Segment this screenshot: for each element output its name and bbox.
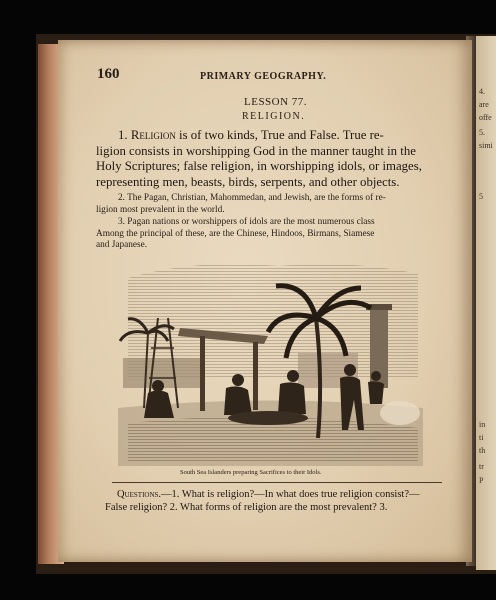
text-line: ligion consists in worshipping God in the manner taught in the <box>96 143 416 158</box>
facing-page-fragment: 5 <box>479 192 483 201</box>
paragraph-2 <box>96 193 439 216</box>
facing-page-fragment: in <box>479 420 486 429</box>
question-line: —1. What is religion?—In what does true religion consist?— <box>161 489 420 500</box>
facing-page-fragment: offe <box>479 113 492 122</box>
running-head: PRIMARY GEOGRAPHY. <box>200 71 327 82</box>
questions-label: Questions. <box>117 489 162 500</box>
questions-block <box>105 488 447 514</box>
illustration-caption: South Sea Islanders preparing Sacrifices to their Idols. <box>180 469 322 476</box>
facing-page-fragment: 5. <box>479 128 485 137</box>
paragraph-3 <box>96 217 439 252</box>
text-line: ligion most prevalent in the world. <box>96 204 225 215</box>
facing-page-fragment: th <box>479 446 486 455</box>
engraving-illustration <box>118 258 423 466</box>
facing-page-fragment: simi <box>479 141 493 150</box>
paragraph-number: 1. <box>118 128 128 142</box>
page-number: 160 <box>97 66 120 82</box>
facing-page-fragment: P <box>479 476 484 485</box>
text-line: Among the principal of these, are the Chinese, Hindoos, Birmans, Siamese <box>96 228 375 239</box>
text-line: and Japanese. <box>96 240 148 250</box>
paragraph-1 <box>96 128 439 190</box>
facing-page-fragment: ti <box>479 433 484 442</box>
question-line: False religion? 2. What forms of religion are the most prevalent? 3. <box>105 502 388 513</box>
lesson-title: LESSON 77. <box>244 96 308 108</box>
text-line: Holy Scriptures; false religion, in worshipping idols, or images, <box>96 159 422 173</box>
text-line: 3. Pagan nations or worshippers of idols are the most numerous class <box>118 217 375 227</box>
text-line: representing men, beasts, birds, serpents, and other objects. <box>96 174 400 189</box>
text-line: is of two kinds, True and False. True re- <box>179 128 384 142</box>
facing-page-fragment: tr <box>479 462 484 471</box>
facing-page-fragment: 4. <box>479 87 485 96</box>
section-heading: RELIGION. <box>242 111 306 122</box>
defined-term: Religion <box>130 128 176 142</box>
facing-page-fragment: are <box>479 100 489 109</box>
divider-rule <box>112 482 442 483</box>
text-line: 2. The Pagan, Christian, Mahommedan, and Jewish, are the forms of re- <box>118 193 386 203</box>
